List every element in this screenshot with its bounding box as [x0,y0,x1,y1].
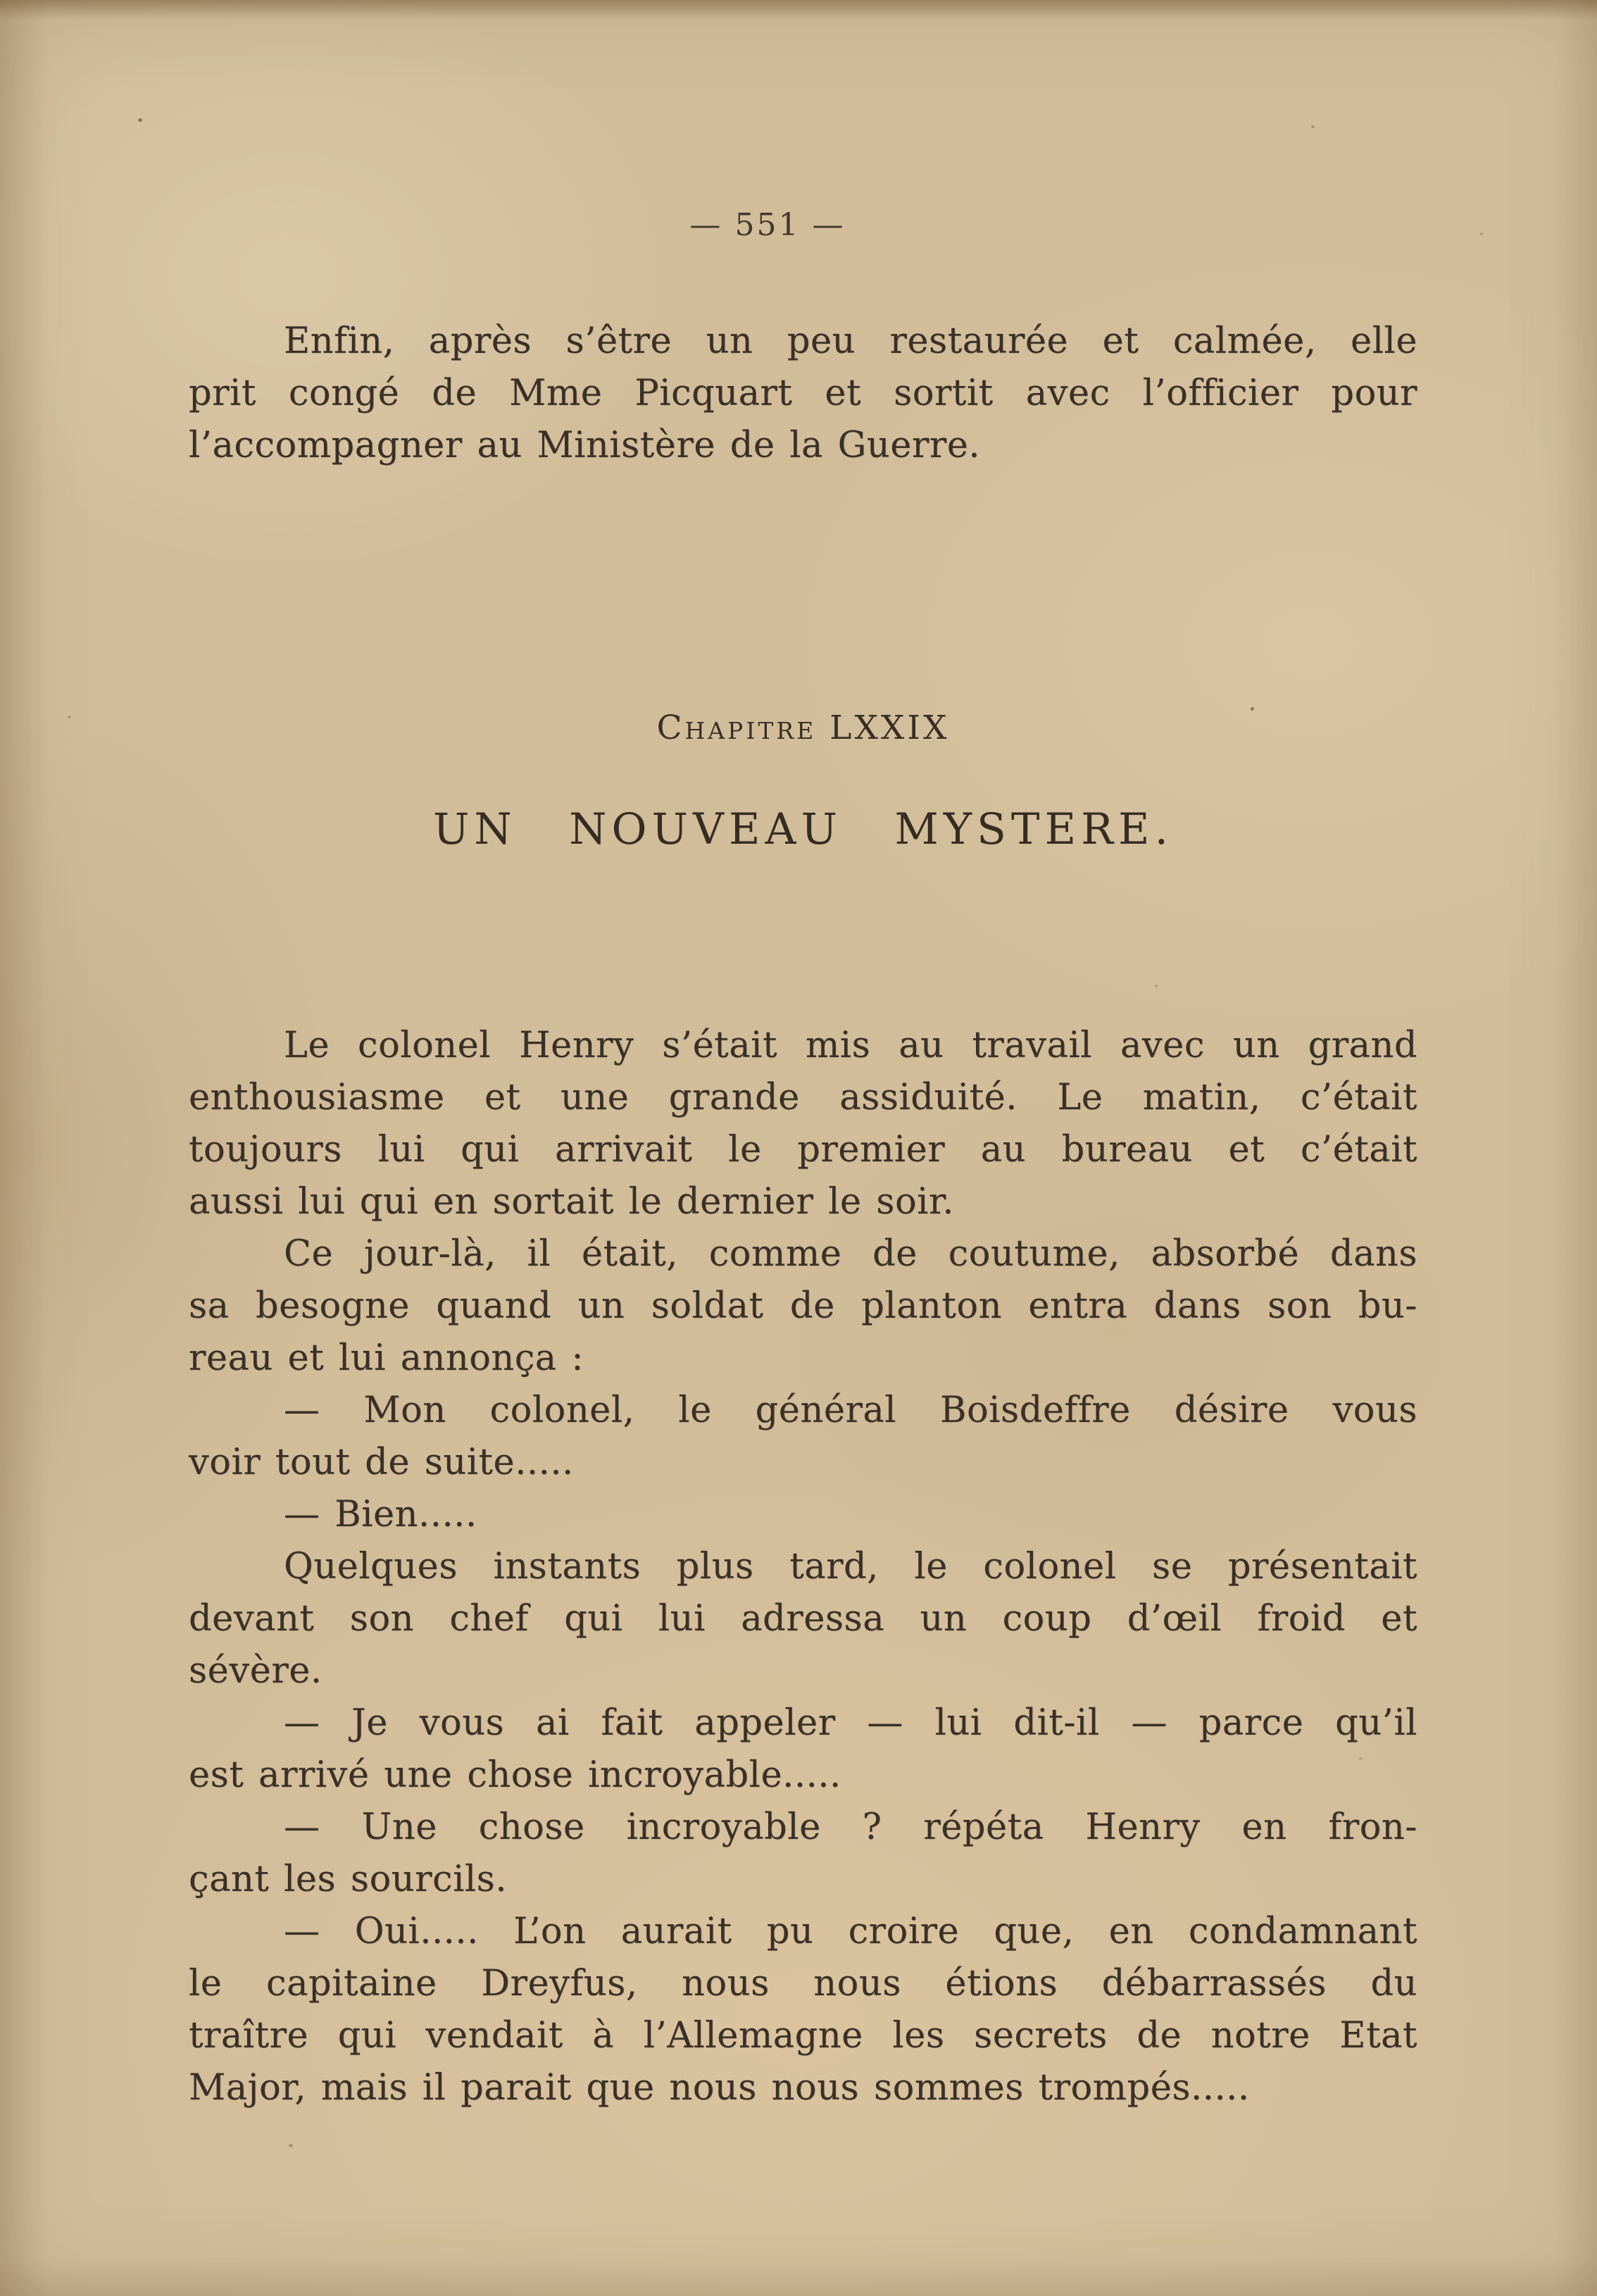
paragraph [189,316,1417,472]
text-line: — Bien..... [284,1494,477,1535]
text-line: sévère. [189,1650,322,1692]
text-line: sa besogne quand un soldat de planton entra dans son bu- [189,1285,1417,1327]
text-line: — Une chose incroyable ? répéta Henry en fron- [284,1807,1417,1848]
text-line: enthousiasme et une grande assiduité. Le matin, c’était [189,1077,1417,1118]
paper-speck [289,2144,293,2147]
intro-section [189,316,1417,472]
text-line: Enfin, après s’être un peu restaurée et calmée, elle [284,320,1417,362]
text-line: — Je vous ai fait appeler — lui dit-il — parce qu’il [284,1702,1417,1744]
paper-speck [1311,125,1315,128]
paragraph [189,1906,1417,2114]
text-line: çant les sourcils. [189,1859,508,1900]
text-line: Le colonel Henry s’était mis au travail avec un grand [284,1025,1417,1066]
text-line: voir tout de suite..... [189,1442,574,1483]
text-line: est arrivé une chose incroyable..... [189,1754,841,1796]
text-line: l’accompagner au Ministère de la Guerre. [189,425,981,466]
paragraph [189,1228,1417,1385]
paragraph [189,1697,1417,1802]
text-line: le capitaine Dreyfus, nous nous étions débarrassés du [189,1963,1417,2004]
text-line: Quelques instants plus tard, le colonel se présentait [284,1546,1417,1587]
paper-speck [138,118,142,122]
text-line: Ce jour-là, il était, comme de coutume, absorbé dans [284,1233,1417,1275]
paragraph [189,1385,1417,1489]
body-section [189,1020,1417,2114]
paragraph [189,1802,1417,1906]
paper-speck [68,716,71,718]
text-line: Major, mais il parait que nous nous sommes trompés..... [189,2067,1250,2109]
paragraph [189,1020,1417,1228]
paragraph [189,1541,1417,1697]
paragraph [189,1489,1417,1541]
text-line: aussi lui qui en sortait le dernier le soir. [189,1181,954,1223]
text-line: — Oui..... L’on aurait pu croire que, en condamnant [284,1911,1417,1952]
text-line: reau et lui annonça : [189,1337,584,1379]
chapter-title: UN NOUVEAU MYSTERE. [433,804,1173,854]
chapter-label: Chapitre LXXIX [656,709,950,747]
text-line: traître qui vendait à l’Allemagne les secrets de notre Etat [189,2015,1417,2057]
text-line: prit congé de Mme Picquart et sortit avec l’officier pour [189,373,1417,414]
text-line: — Mon colonel, le général Boisdeffre désire vous [284,1390,1417,1431]
text-line: devant son chef qui lui adressa un coup d’œil froid et [189,1598,1417,1640]
paper-speck [1155,985,1158,987]
page-number: — 551 — [689,207,846,243]
text-line: toujours lui qui arrivait le premier au bureau et c’était [189,1129,1417,1171]
